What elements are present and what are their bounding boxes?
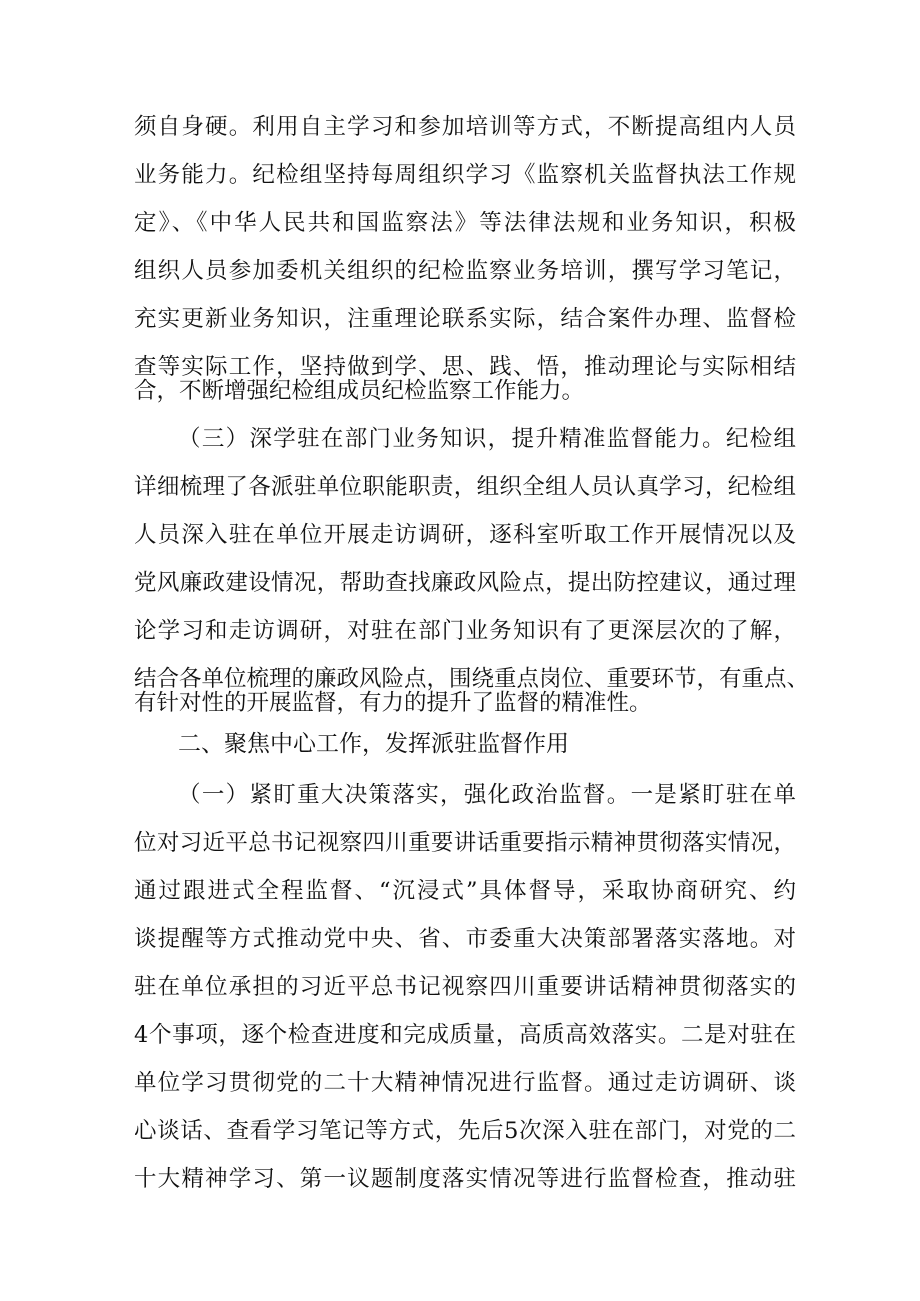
paragraph-3-line-6: 4个事项，逐个检查进度和完成质量，高质高效落实。二是对驻在 xyxy=(134,1022,796,1048)
paragraph-3-line-4: 谈提醒等方式推动党中央、省、市委重大决策部署落实落地。对 xyxy=(134,926,796,952)
paragraph-1-line-5: 充实更新业务知识，注重理论联系实际，结合案件办理、监督检 xyxy=(134,306,796,332)
paragraph-3-line-1: （一）紧盯重大决策落实，强化政治监督。一是紧盯驻在单 xyxy=(178,782,796,808)
paragraph-2-line-4: 党风廉政建设情况，帮助查找廉政风险点，提出防控建议，通过理 xyxy=(134,570,796,596)
paragraph-1-line-2: 业务能力。纪检组坚持每周组织学习《监察机关监督执法工作规 xyxy=(134,162,796,188)
paragraph-1-line-4: 组织人员参加委机关组织的纪检监察业务培训，撰写学习笔记， xyxy=(134,258,796,284)
paragraph-1-line-3: 定》、《中华人民共和国监察法》等法律法规和业务知识，积极 xyxy=(134,210,796,236)
paragraph-3-line-2: 位对习近平总书记视察四川重要讲话重要指示精神贯彻落实情况， xyxy=(134,830,796,856)
paragraph-2-line-7: 有针对性的开展监督，有力的提升了监督的精准性。 xyxy=(134,690,652,716)
paragraph-1-line-6: 查等实际工作，坚持做到学、思、践、悟，推动理论与实际相结 xyxy=(134,354,796,380)
paragraph-2-line-3: 人员深入驻在单位开展走访调研，逐科室听取工作开展情况以及 xyxy=(134,522,796,548)
paragraph-2-line-2: 详细梳理了各派驻单位职能职责，组织全组人员认真学习，纪检组 xyxy=(134,474,796,500)
paragraph-3-line-7: 单位学习贯彻党的二十大精神情况进行监督。通过走访调研、谈 xyxy=(134,1070,796,1096)
paragraph-3-line-5: 驻在单位承担的习近平总书记视察四川重要讲话精神贯彻落实的 xyxy=(134,974,796,1000)
paragraph-2-line-6: 结合各单位梳理的廉政风险点，围绕重点岗位、重要环节，有重点、 xyxy=(134,666,810,692)
paragraph-1-line-7: 合，不断增强纪检组成员纪检监察工作能力。 xyxy=(134,378,585,404)
paragraph-2-line-5: 论学习和走访调研，对驻在部门业务知识有了更深层次的了解， xyxy=(134,618,796,644)
paragraph-1-line-1: 须自身硬。利用自主学习和参加培训等方式，不断提高组内人员 xyxy=(134,114,796,140)
paragraph-3-line-9: 十大精神学习、第一议题制度落实情况等进行监督检查，推动驻 xyxy=(134,1166,796,1192)
paragraph-3-line-3: 通过跟进式全程监督、“沉浸式”具体督导，采取协商研究、约 xyxy=(134,878,796,904)
paragraph-3-line-8: 心谈话、查看学习笔记等方式，先后5次深入驻在部门，对党的二 xyxy=(134,1118,796,1144)
section-heading: 二、聚焦中心工作，发挥派驻监督作用 xyxy=(178,731,569,757)
paragraph-2-line-1: （三）深学驻在部门业务知识，提升精准监督能力。纪检组 xyxy=(178,426,796,452)
